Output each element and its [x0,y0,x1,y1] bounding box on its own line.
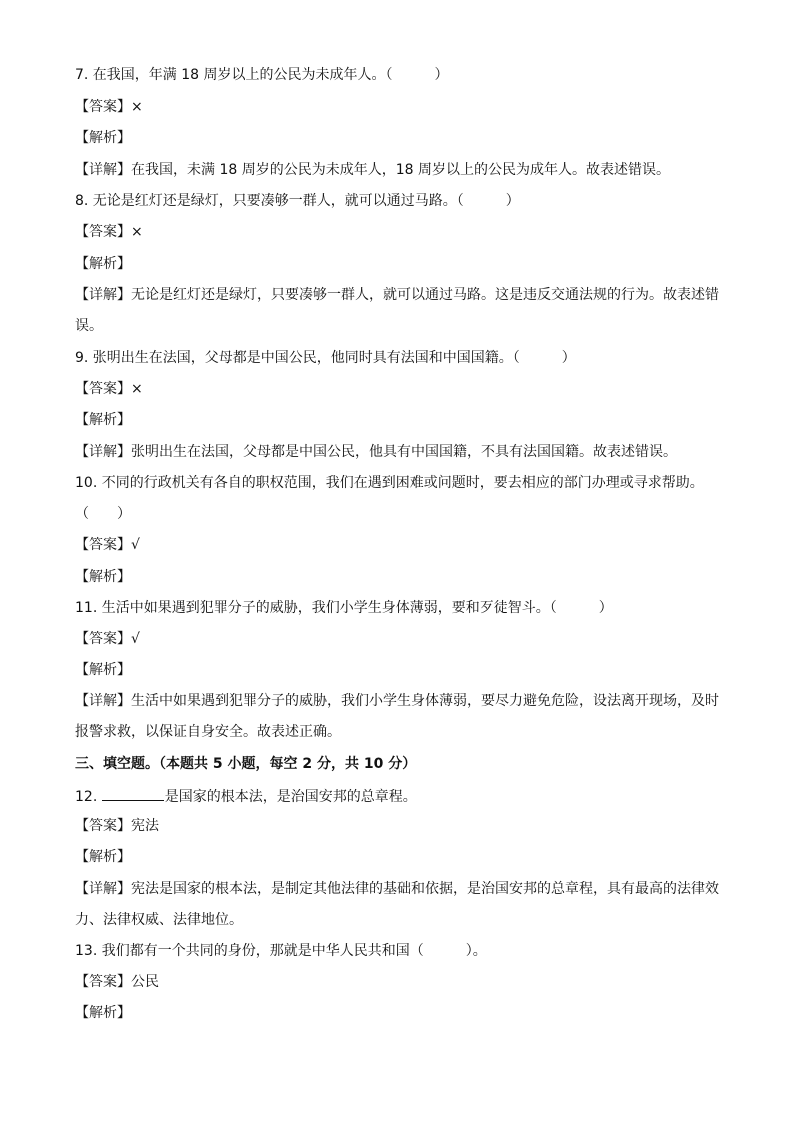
question-13: 13. 我们都有一个共同的身份，那就是中华人民共和国（ ）。 [75,943,487,959]
analysis-label-7: 【解析】 [75,130,131,146]
question-12-text: 是国家的根本法，是治国安邦的总章程。 [164,789,417,805]
question-11: 11. 生活中如果遇到犯罪分子的威胁，我们小学生身体薄弱，要和歹徒智斗。（ ） [75,600,613,616]
detail-11-line-1: 【详解】生活中如果遇到犯罪分子的威胁，我们小学生身体薄弱，要尽力避免危险，设法离开现场，及时 [75,693,719,709]
question-12-number: 12. [75,789,102,805]
detail-11-line-2: 报警求救，以保证自身安全。故表述正确。 [75,724,341,740]
answer-9: 【答案】× [75,381,143,397]
question-9: 9. 张明出生在法国，父母都是中国公民，他同时具有法国和中国国籍。（ ） [75,350,576,366]
analysis-label-8: 【解析】 [75,256,131,272]
detail-8-line-1: 【详解】无论是红灯还是绿灯，只要凑够一群人，就可以通过马路。这是违反交通法规的行为。故表述错 [75,287,719,303]
answer-11: 【答案】√ [75,631,140,647]
analysis-label-11: 【解析】 [75,662,131,678]
section-heading-fill-in: 三、填空题。（本题共 5 小题，每空 2 分，共 10 分） [75,756,417,772]
answer-blank [102,786,164,801]
analysis-label-9: 【解析】 [75,412,131,428]
question-10-line-1: 10. 不同的行政机关有各自的职权范围，我们在遇到困难或问题时，要去相应的部门办理或寻求帮助。 [75,475,704,491]
analysis-label-13: 【解析】 [75,1005,131,1021]
answer-7: 【答案】× [75,99,143,115]
detail-12-line-2: 力、法律权威、法律地位。 [75,912,243,928]
detail-7: 【详解】在我国，未满 18 周岁的公民为未成年人，18 周岁以上的公民为成年人。故表述错误。 [75,162,670,178]
detail-12-line-1: 【详解】宪法是国家的根本法，是制定其他法律的基础和依据，是治国安邦的总章程，具有最高的法律效 [75,881,719,897]
analysis-label-10: 【解析】 [75,569,131,585]
analysis-label-12: 【解析】 [75,849,131,865]
answer-12: 【答案】宪法 [75,818,159,834]
detail-8-line-2: 误。 [75,318,103,334]
question-8: 8. 无论是红灯还是绿灯，只要凑够一群人，就可以通过马路。（ ） [75,193,520,209]
answer-8: 【答案】× [75,224,143,240]
question-10-line-2: （ ） [75,506,131,522]
answer-10: 【答案】√ [75,537,140,553]
answer-13: 【答案】公民 [75,974,159,990]
question-7: 7. 在我国，年满 18 周岁以上的公民为未成年人。（ ） [75,67,449,83]
detail-9: 【详解】张明出生在法国，父母都是中国公民，他具有中国国籍，不具有法国国籍。故表述错误。 [75,444,677,460]
question-12 [75,786,725,806]
